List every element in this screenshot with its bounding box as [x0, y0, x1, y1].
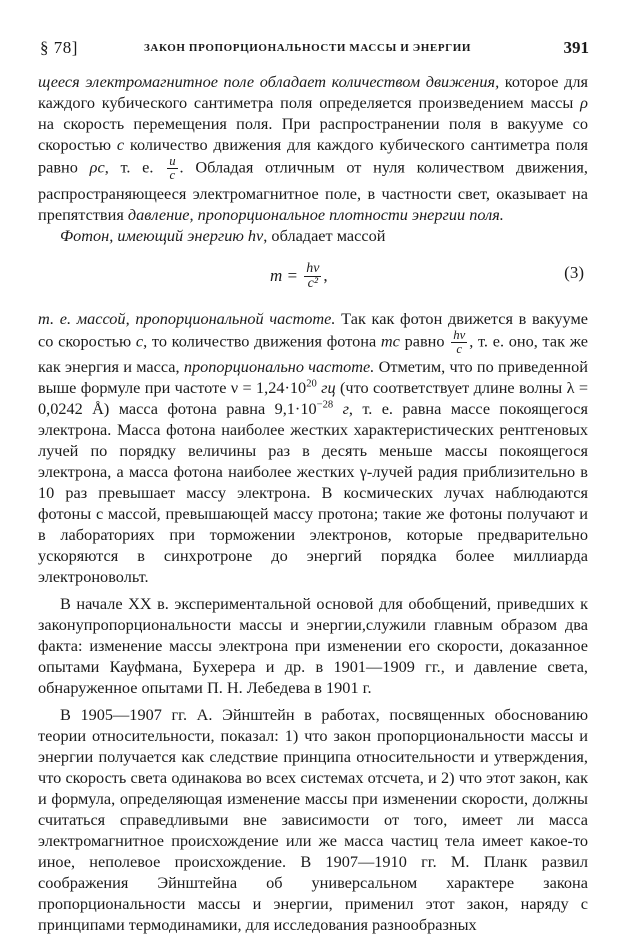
text-run: которое для каждого кубического сантиметра поля определяется произведением массы	[38, 72, 589, 112]
page-body	[38, 71, 588, 935]
text-run: , т. е.	[104, 157, 166, 177]
text-run: количество движения для каждого кубического сантиметра поля равно	[38, 135, 588, 177]
symbol-mc: mc	[380, 331, 400, 351]
symbol-h-nu: hν	[247, 225, 264, 245]
paragraph-2	[38, 225, 588, 246]
emphasis: т. е. массой, пропорциональной частоте.	[38, 308, 336, 328]
text-run: , т. е. оно, так же как энергия и масса,	[38, 331, 588, 377]
fraction-numerator: hν	[453, 327, 466, 342]
text-run: Отметим, что по приведенной выше формуле при частоте ν = 1,24·10	[38, 357, 588, 398]
symbol-rho-c: ρc	[89, 157, 105, 177]
paragraph-5: В 1905—1907 гг. А. Эйнштейн в работах, посвященных обоснованию теории относительности, показал: 1) что закон пропорциональности массы и энергии получается как следствие принципа относительности и утверждения, что скорость света одинакова во всех системах отсчета, и 2) что этот закон, как и формула, определяющая изменение массы при изменении скорости, должны считаться справедливыми вне зависимости от того, имеет ли масса электромагнитное происхождение или же масса частиц тела имеет какое-то иное, неполевое происхождение. В 1907—1910 гг. М. Планк развил соображения Эйнштейна об универсальном характере закона пропорциональности массы и энергии, применил этот закон, наряду с принципами термодинамики, для исследования разнообразных	[38, 705, 588, 935]
equation-number: (3)	[564, 262, 584, 282]
text-run: . Обладая отличным от нуля количеством движения, распространяющееся электромагнитное поле, в частности свет, оказывает на препятствия	[38, 157, 588, 224]
formula-lhs: m =	[270, 265, 298, 285]
formula-numerator: hν	[306, 260, 320, 276]
symbol-c: c	[116, 135, 125, 154]
text-run: (что соответствует длине волны λ = 0,0242 Å) масса фотона равна 9,1·10	[38, 378, 588, 419]
formula-expression	[270, 262, 328, 292]
fraction-numerator: u	[169, 154, 176, 168]
paragraph-1	[38, 71, 588, 225]
fraction-denominator: c	[169, 168, 176, 183]
text-run: равно	[399, 331, 450, 351]
running-title: ЗАКОН ПРОПОРЦИОНАЛЬНОСТИ МАССЫ И ЭНЕРГИИ	[144, 42, 472, 54]
emphasis: пропорционально частоте.	[183, 357, 375, 377]
exponent: −28	[316, 399, 334, 411]
emphasis: давление, пропорциональное плотности энергии поля.	[127, 204, 504, 224]
symbol-rho: ρ	[580, 93, 588, 112]
paragraph-3	[38, 308, 588, 588]
formula-fraction	[304, 262, 321, 292]
inline-fraction	[451, 329, 467, 357]
fraction-denominator: c	[456, 342, 463, 357]
page-number: 391	[563, 38, 589, 57]
formula-3	[38, 248, 588, 308]
exponent: 20	[306, 378, 317, 390]
running-header	[38, 38, 591, 64]
paragraph-4: В начале XX в. экспериментальной основой для обобщений, приведших к законупропорциональности массы и энергии,служили главным образом два факта: изменение массы электрона при изменении его скорости, доказанное опытами Кауфмана, Бухерера и др. в 1901—1909 гг., и давление света, обнаруженное опытами П. Н. Лебедева в 1901 г.	[38, 594, 588, 698]
text-run: Так как фотон движется в вакууме со скоростью	[38, 308, 588, 351]
text-run: , т. е. равна массе покоящегося электрона. Масса фотона наиболее жестких характеристических рентгеновых лучей по порядку величины раз в десять меньше массы покоящегося электрона, а масса фотона наиболее жестких γ-лучей радия приблизительно в 10 раз превышает массу электрона. В космических лучах наблюдаются фотоны с массой, превышающей массу протона; такие же фотоны получают и в лабораториях при торможении электронов, которые предварительно ускоряются в синхротроне до энергий порядка более миллиарда электроновольт.	[38, 399, 588, 587]
symbol-c: c	[135, 331, 144, 351]
text-run: на скорость перемещения поля. При распространении поля в вакууме со скоростью	[38, 114, 588, 154]
emphasis: щееся электромагнитное поле обладает количеством движения,	[38, 72, 500, 91]
emphasis: Фотон, имеющий энергию	[60, 225, 248, 245]
formula-tail: ,	[323, 265, 328, 285]
text-run: , обладает массой	[263, 225, 386, 245]
inline-fraction	[167, 155, 177, 183]
unit: г	[333, 399, 349, 419]
unit: гц	[316, 378, 336, 398]
section-marker: § 78]	[40, 38, 78, 57]
text-run: , то количество движения фотона	[143, 331, 381, 351]
formula-denominator: c²	[307, 276, 319, 292]
